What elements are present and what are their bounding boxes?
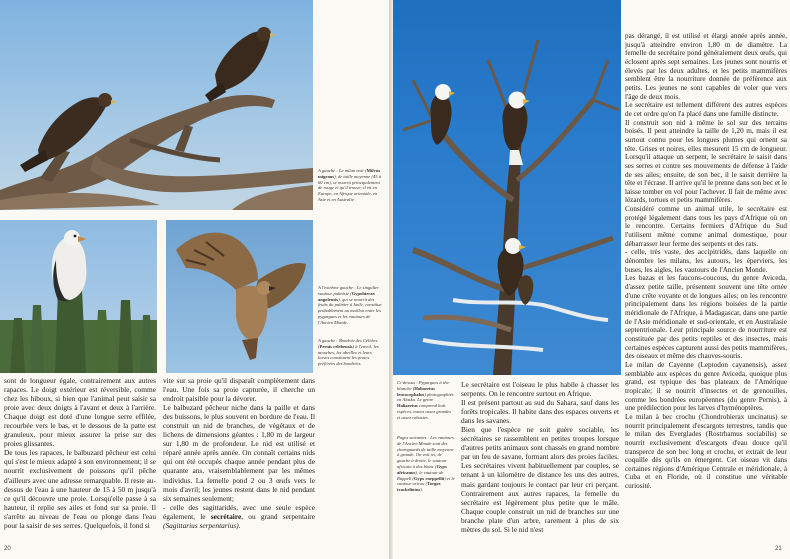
paragraph: Considéré comme un animal utile, le secrétaire est protégé légalement dans tous les pays d'Afrique où on le rencontre. Certains fermiers d'Afrique du Sud l'utilisent même comme animal domestique, pour débarrasser leur ferme des serpents et des rats. <box>625 205 787 248</box>
paragraph: Le milan de Cayenne (Leptodon cayanensis), assez semblable aux espèces du genre Aviceda, quoique plus grand, est typique des bas plateaux de l'Amérique tropicale; il se nourrit d'insectes et de grenouilles, comme les bondrées européennes (du genre Pernis), à une prédilection pour les larves d'hyménoptères. <box>625 360 787 413</box>
right-page-column-2 <box>625 32 787 491</box>
paragraph: - celle, très vaste, des accipitridés, dans laquelle on dénombre les milans, les autours, les éperviers, les buses, les aigles, les vautours de l'Ancien Monde. <box>625 248 787 274</box>
paragraph: De tous les rapaces, le balbuzard pêcheur est celui qui s'est le mieux adapté à son environnement; il se nourrit exclusivement de poissons qu'il pêche d'ailleurs avec une adresse remarquable. Il reste au-dessus de l'eau à une hauteur de 15 à 50 m jusqu'à ce qu'il découvre une proie. Lorsqu'elle passe à sa hauteur, il replie ses ailes et fond sur sa proie. Il s'arrête au niveau de l'eau ou plonge dans l'eau pour la saisir de ses serres. Quelquefois, il fond si <box>4 448 156 530</box>
caption-black-kite: A gauche : Le milan noir (Milvus migrans), de taille moyenne (45 à 60 cm), se nourrit principalement de rouge et qu'il trouve; il vit en Europe, en Afrique orientale, en Asie et en Australie. <box>318 168 382 202</box>
page-number-right: 21 <box>775 546 782 552</box>
paragraph: - celle des sagittaridés, avec une seule espèce également, le secrétaire, ou grand serpentaire (Sagittarius serpentarius). <box>163 502 316 530</box>
left-page <box>0 0 389 559</box>
caption-bald-eagles: Ci-dessus : Pygargues à tête blanche (Haliaeetus leucocephalus) photographiés en Alaska. Le genre Haliaeetus comprend huit espèces, toutes assez grandes et assez robustes. <box>397 380 454 420</box>
photo-black-kites <box>0 0 313 210</box>
paragraph: Bien que l'espèce ne soit guère sociable, les secrétaires se rassemblent en petites troupes lorsque d'autres petits animaux sont chassés en grand nombre par un feu de savane, formant alors des proies faciles. Les secrétaires vivent habituellement par couples, se tenant à un kilomètre de distance les uns des autres, mais gardant toujours le contact par leur cri perçant. Contrairement aux autres rapaces, la femelle du secrétaire est légèrement plus petite que le mâle. Chaque couple construit un nid de branches sur une branche plate d'un arbre, rarement à plus de six mètres du sol. Si le nid n'est <box>461 425 619 534</box>
left-page-column-2 <box>163 376 315 530</box>
paragraph: Le secrétaire est tellement différent des autres espèces de cet ordre qu'on l'a placé dans une famille distincte. <box>625 101 787 118</box>
caption-palm-nut-vulture: A l'extrême gauche : Le singulier vautour palmiste (Gypohierax angolensis), qui se nourrit des fruits du palmier à huile, constitue probablement un maillon entre les pygargues et les vautours de l'Ancien Monde. <box>318 285 382 325</box>
photo-celebes-honey-buzzard <box>166 220 313 373</box>
paragraph: pas dérangé, il est utilisé et élargi année après année, jusqu'à atteindre environ 1,80 m de diamètre. La femelle du secrétaire pond généralement deux œufs, qui éclosent après sept semaines. Les jeunes sont nourris et élevés par les deux adultes, et les petits mammifères semblent être la nourriture donnée de préférence aux petits. Les jeunes ne sont capables de voler que vers l'âge de deux mois. <box>625 32 787 101</box>
paragraph: Le secrétaire est l'oiseau le plus habile à chasser les serpents. On le rencontre surtout en Afrique. <box>461 380 619 399</box>
caption-old-world-vultures: Pages suivantes : Les vautours de l'Ancien Monde sont des charognards de taille moyenne à grande. On voit ici, de gauche à droite, le vautour africain à dos blanc (Gyps africanus), le vautour de Rüppell (Gyps rueppellii) et le vautour oricou (Torgos tracheliotus). <box>397 435 455 493</box>
paragraph: Le milan à bec crochu (Chondrohierax uncinatus) se nourrit principalement d'escargots terrestres, tandis que le milan des Everglades (Rostrhamus sociabilis) se nourrit exclusivement d'escargots d'eau douce qu'il transperce de son bec long et crochu, et extrait de leur coquille dès qu'ils en émergent. Cet oiseau vit dans certaines régions d'Amérique Centrale et méridionale, à Cuba et en Floride, où il constitue une véritable curiosité. <box>625 412 787 491</box>
caption-honey-buzzard: A gauche : Bondrée des Célèbes (Pernis celebensis) à l'envol; les mouches, les abeilles et leurs larves constituent les proies préférées des bondrées. <box>318 338 379 367</box>
right-page-column-1 <box>461 380 619 534</box>
paragraph: Les bazas et les faucons-coucous, du genre Aviceda, d'assez petite taille, présentent souvent une tête ornée d'une crête voyante et de longues ailes; on les rencontre principalement dans les régions boisées de la partie méridionale de l'Afrique, à Madagascar, dans une partie de l'Asie méridionale et sud-orientale, et en Australasie septentrionale. Leur principale source de nourriture est constituée par des petits reptiles et des insectes, mais certaines espèces capturent aussi des petits mammifères, des oiseaux et même des chauves-souris. <box>625 274 787 361</box>
black-kites-illustration <box>0 0 313 210</box>
paragraph: Il construit son nid à même le sol sur des terrains boisés. Il peut atteindre la taille de 1,20 m, mais il est surtout connu pour les longues plumes qui ornent sa tête. Grises et noires, elles mesurent 15 cm de longueur. Lorsqu'il attaque un serpent, le secrétaire le saisit dans ses serres et contre ses mouvements de défense à l'aide de ses ailes; ensuite, de son bec, il le saisit derrière la tête et l'écrase. Il arrive qu'il le prenne dans son bec et le laisse tomber en vol pour l'achever. Il fait de même avec lézards, tortues et petits mammifères. <box>625 118 787 205</box>
page-number-left: 20 <box>4 546 11 552</box>
paragraph: sont de longueur égale, contrairement aux autres rapaces. Le doigt extérieur est réversible, comme chez les hiboux, si bien que l'animal peut saisir sa proie avec deux doigts à l'avant et deux à l'arrière. Chaque doigt est doté d'une longue serre effilée, recourbée vers le bas, et le dessous de la patte est granuleux, pour mieux assurer la prise sur des proies glissantes. <box>4 376 156 449</box>
honey-buzzard-illustration <box>166 220 313 373</box>
left-page-column-1 <box>4 376 156 530</box>
bald-eagles-illustration <box>393 0 621 375</box>
paragraph: Il est présent partout au sud du Sahara, sauf dans les forêts tropicales. Il habite dans des espaces ouverts et dans les savanes. <box>461 398 619 426</box>
photo-palm-nut-vulture <box>0 220 157 373</box>
paragraph: vite sur sa proie qu'il disparaît complètement dans l'eau. Une fois sa proie capturée, il cherche un endroit paisible pour la dévorer. <box>163 376 315 404</box>
photo-bald-eagles <box>393 0 621 375</box>
palm-nut-vulture-illustration <box>0 220 157 373</box>
paragraph: Le balbuzard pêcheur niche dans la paille et dans des buissons, le plus souvent en bordure de l'eau. Il construit un nid de branches, de végétaux et de lichens de dimensions géantes : 1,80 m de largeur sur 1,80 m de profondeur. Le nid est utilisé et réparé année après année. On connaît certains nids qui ont été occupés chaque année pendant plus de quarante ans, vraisemblablement par les mêmes individus. La femelle pond 2 ou 3 œufs vers le mois d'avril; les jeunes restent dans le nid pendant six semaines seulement; <box>163 403 315 503</box>
right-page <box>393 0 790 559</box>
